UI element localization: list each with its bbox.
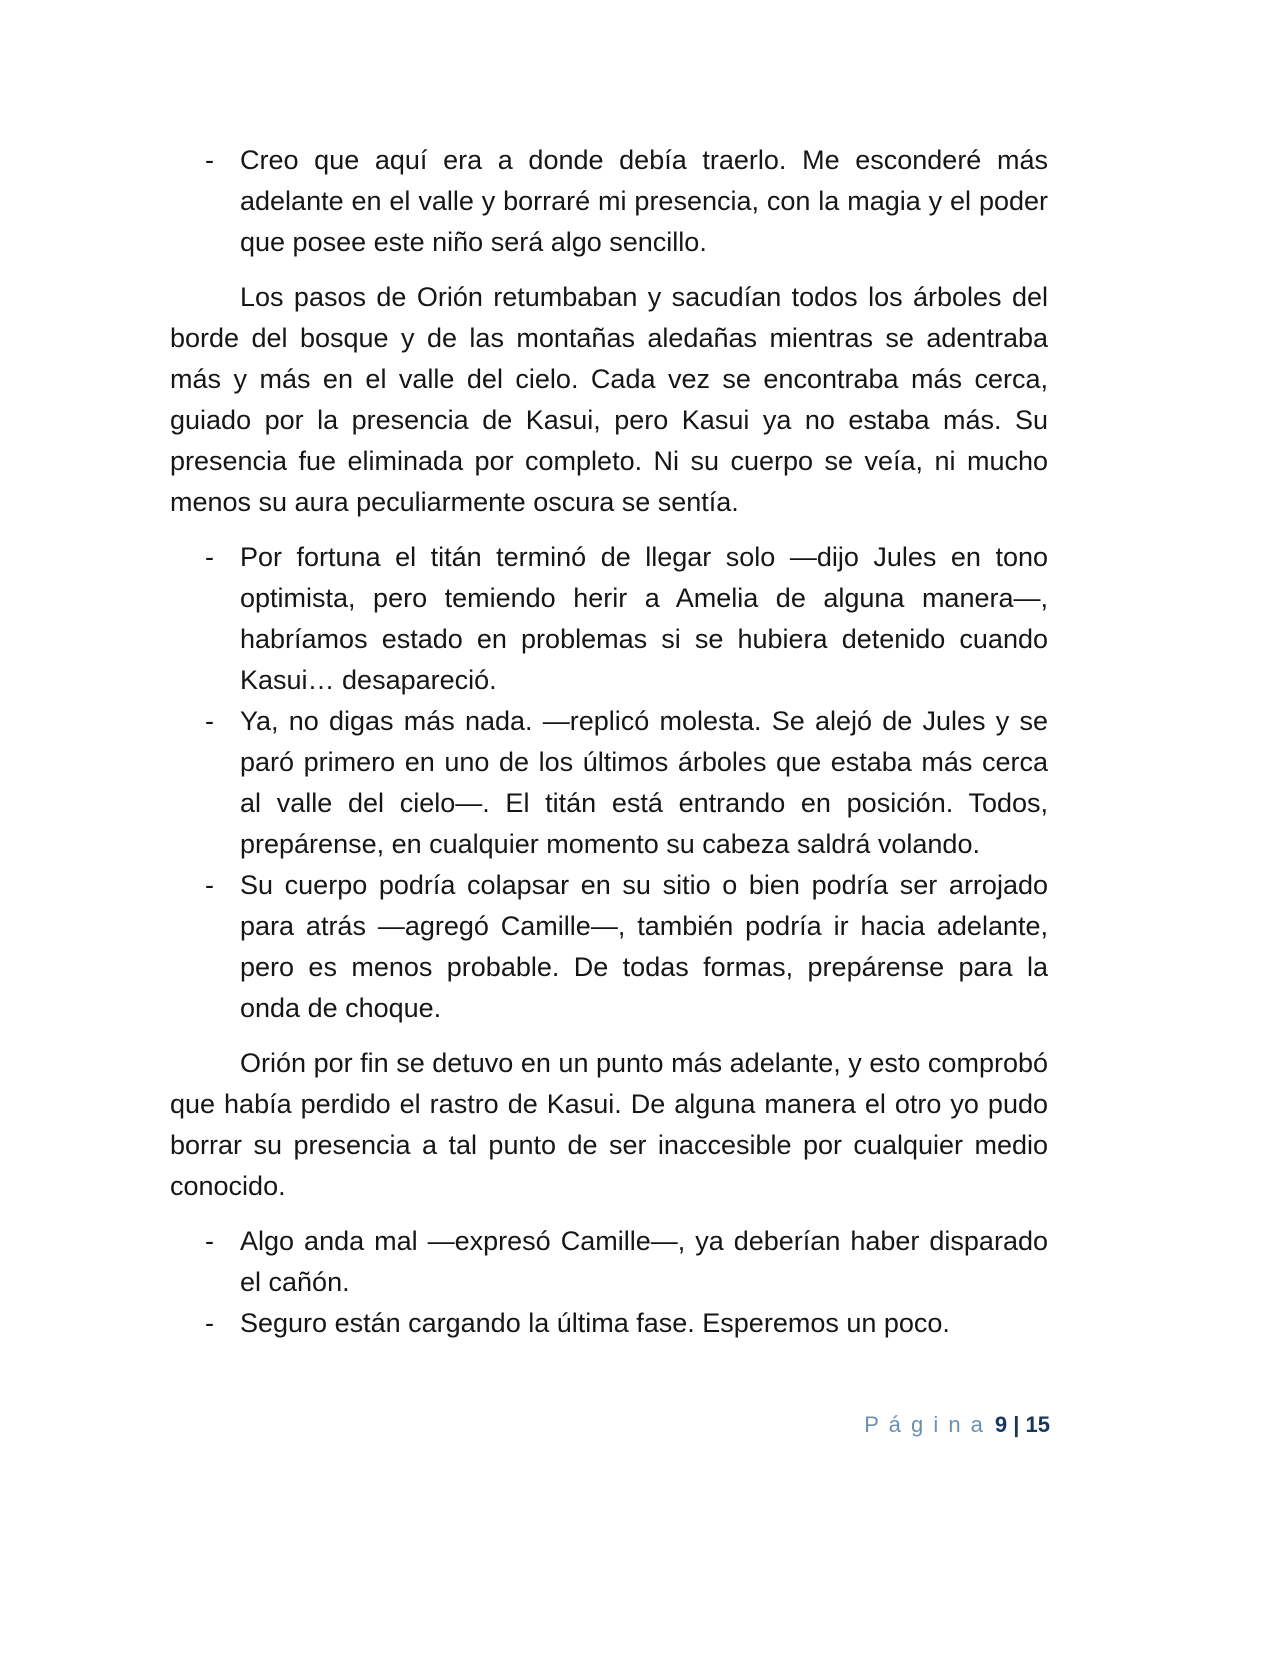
footer-page-number: 9 | 15 <box>994 1412 1050 1437</box>
dialogue-dash: - <box>205 1226 214 1256</box>
dialogue-text: Ya, no digas más nada. —replicó molesta. Se alejó de Jules y se paró primero en uno de los últimos árboles que estaba más cerca al valle del cielo—. El titán está entrando en posición. Todos, prepárense, en cualquier momento su cabeza saldrá volando. <box>240 706 1048 859</box>
footer-page-label: P á g i n a <box>864 1412 985 1437</box>
dialogue-dash: - <box>205 706 214 736</box>
dialogue-paragraph <box>170 701 1048 865</box>
dialogue-paragraph <box>170 1303 1048 1344</box>
dialogue-paragraph <box>170 537 1048 701</box>
dialogue-dash: - <box>205 542 214 572</box>
dialogue-paragraph <box>170 1221 1048 1303</box>
dialogue-paragraph <box>170 140 1048 263</box>
body-paragraph: Orión por fin se detuvo en un punto más adelante, y esto comprobó que había perdido el rastro de Kasui. De alguna manera el otro yo pudo borrar su presencia a tal punto de ser inaccesible por cualquier medio conocido. <box>170 1048 1048 1201</box>
dialogue-text: Creo que aquí era a donde debía traerlo. Me esconderé más adelante en el valle y borraré mi presencia, con la magia y el poder que posee este niño será algo sencillo. <box>240 145 1048 257</box>
dialogue-paragraph <box>170 865 1048 1029</box>
dialogue-dash: - <box>205 1308 214 1338</box>
dialogue-text: Su cuerpo podría colapsar en su sitio o bien podría ser arrojado para atrás —agregó Camille—, también podría ir hacia adelante, pero es menos probable. De todas formas, prepárense para la onda de choque. <box>240 870 1048 1023</box>
body-paragraph: Los pasos de Orión retumbaban y sacudían todos los árboles del borde del bosque y de las montañas aledañas mientras se adentraba más y más en el valle del cielo. Cada vez se encontraba más cerca, guiado por la presencia de Kasui, pero Kasui ya no estaba más. Su presencia fue eliminada por completo. Ni su cuerpo se veía, ni mucho menos su aura peculiarmente oscura se sentía. <box>170 282 1048 517</box>
dialogue-text: Seguro están cargando la última fase. Esperemos un poco. <box>240 1308 950 1338</box>
page-footer <box>170 1410 1050 1440</box>
dialogue-text: Por fortuna el titán terminó de llegar solo —dijo Jules en tono optimista, pero temiendo herir a Amelia de alguna manera—, habríamos estado en problemas si se hubiera detenido cuando Kasui… desapareció. <box>240 542 1048 695</box>
page-body-text <box>170 140 1048 1344</box>
dialogue-text: Algo anda mal —expresó Camille—, ya deberían haber disparado el cañón. <box>240 1226 1048 1297</box>
dialogue-dash: - <box>205 145 214 175</box>
dialogue-dash: - <box>205 870 214 900</box>
